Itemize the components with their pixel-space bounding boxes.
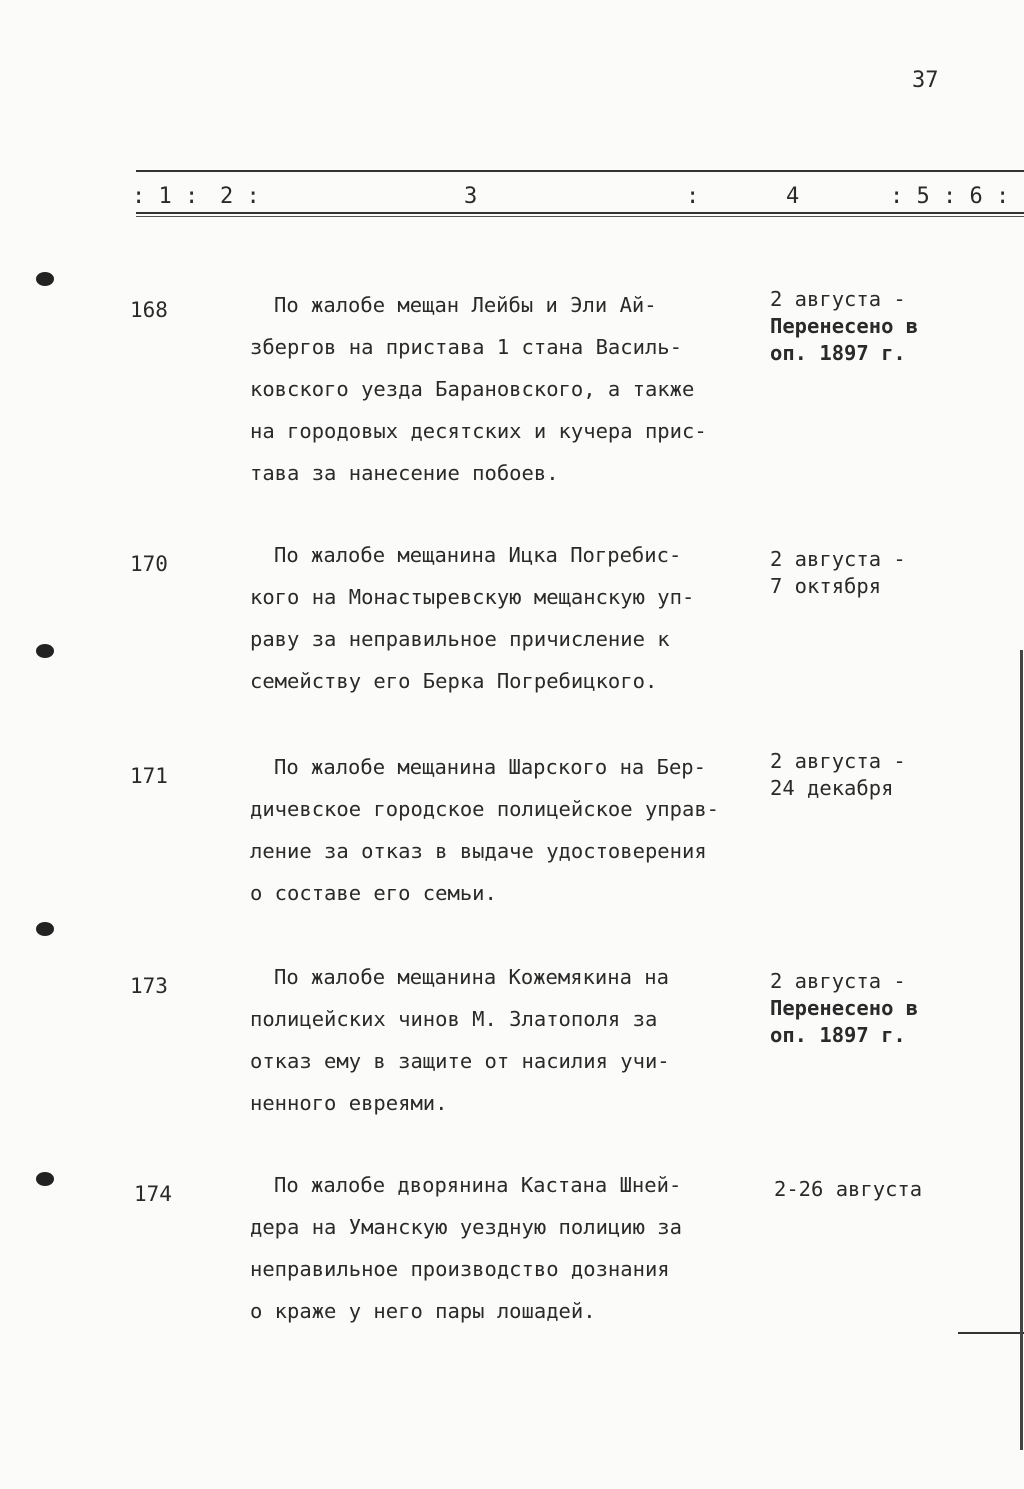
- entry-number: 170: [130, 552, 168, 576]
- entry-line: По жалобе мещан Лейбы и Эли Ай-: [274, 293, 657, 317]
- entry-line: ненного евреями.: [250, 1091, 448, 1115]
- entry-line: По жалобе дворянина Кастана Шней-: [274, 1173, 682, 1197]
- entry-date: [770, 286, 970, 367]
- transfer-note: Перенесено в: [770, 996, 919, 1020]
- entry-number: 174: [134, 1182, 172, 1206]
- entry-text: [250, 534, 740, 702]
- date-range: 2-26 августа: [774, 1177, 923, 1201]
- col-header-3: 3: [464, 184, 478, 209]
- entry-line: дичевское городское полицейское управ-: [250, 797, 719, 821]
- page-number: 37: [912, 68, 939, 93]
- entry-line: ковского уезда Барановского, а также: [250, 377, 695, 401]
- page-edge: [1020, 650, 1023, 1450]
- entry-line: на городовых десятских и кучера прис-: [250, 419, 707, 443]
- entry-line: тава за нанесение побоев.: [250, 461, 559, 485]
- date-range: 2 августа -: [770, 749, 906, 773]
- entry-date: [774, 1176, 974, 1203]
- entry-text: [250, 956, 740, 1124]
- col-header-5-6: : 5 : 6 :: [890, 184, 1010, 209]
- entry-line: дера на Уманскую уездную полицию за: [250, 1215, 682, 1239]
- punch-hole: [36, 922, 54, 936]
- entry-number: 168: [130, 298, 168, 322]
- entry-line: кого на Монастыревскую мещанскую уп-: [250, 585, 695, 609]
- table-header-rule-bottom-thin: [136, 216, 1024, 217]
- entry-line: отказ ему в защите от насилия учи-: [250, 1049, 670, 1073]
- date-range: 2 августа -: [770, 547, 906, 571]
- entry-line: По жалобе мещанина Ицка Погребис-: [274, 543, 682, 567]
- transfer-note: оп. 1897 г.: [770, 341, 906, 365]
- transfer-note: Перенесено в: [770, 314, 919, 338]
- date-end: 7 октября: [770, 574, 882, 598]
- col-header-1: : 1 :: [132, 184, 199, 209]
- entry-line: По жалобе мещанина Кожемякина на: [274, 965, 669, 989]
- entry-line: раву за неправильное причисление к: [250, 627, 670, 651]
- entry-text: [250, 284, 740, 494]
- entry-line: полицейских чинов М. Златополя за: [250, 1007, 658, 1031]
- entry-date: [770, 968, 970, 1049]
- table-header-rule-top: [136, 170, 1024, 172]
- date-range: 2 августа -: [770, 969, 906, 993]
- table-header-rule-bottom: [136, 212, 1024, 214]
- entry-line: о составе его семьи.: [250, 881, 497, 905]
- entry-line: ление за отказ в выдаче удостоверения: [250, 839, 707, 863]
- entry-date: [770, 546, 970, 600]
- entry-line: збергов на пристава 1 стана Василь-: [250, 335, 682, 359]
- entry-text: [250, 1164, 740, 1332]
- transfer-note: оп. 1897 г.: [770, 1023, 906, 1047]
- entry-line: семейству его Берка Погребицкого.: [250, 669, 658, 693]
- entry-line: По жалобе мещанина Шарского на Бер-: [274, 755, 706, 779]
- punch-hole: [36, 1172, 54, 1186]
- entry-line: о краже у него пары лошадей.: [250, 1299, 596, 1323]
- col-header-2: 2 :: [220, 184, 260, 209]
- entry-line: неправильное производство дознания: [250, 1257, 670, 1281]
- margin-stroke: [958, 1332, 1024, 1334]
- entry-number: 171: [130, 764, 168, 788]
- punch-hole: [36, 272, 54, 286]
- entry-text: [250, 746, 740, 914]
- entry-date: [770, 748, 970, 802]
- date-end: 24 декабря: [770, 776, 894, 800]
- date-range: 2 августа -: [770, 287, 906, 311]
- col-header-sep: :: [686, 184, 700, 209]
- entry-number: 173: [130, 974, 168, 998]
- col-header-4: 4: [786, 184, 800, 209]
- punch-hole: [36, 644, 54, 658]
